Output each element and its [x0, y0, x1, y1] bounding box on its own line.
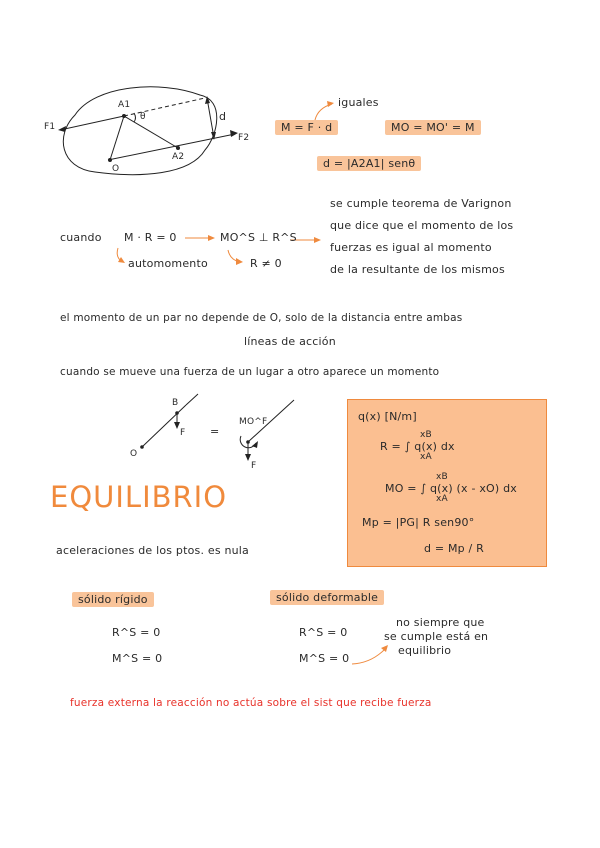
cuando-condition: M · R = 0: [124, 231, 177, 244]
rigido-label: sólido rígido: [72, 592, 154, 607]
f1-arrowhead: [58, 126, 66, 132]
label-o2: O: [130, 449, 138, 459]
deformable-note: equilibrio: [398, 644, 452, 657]
label-b: B: [172, 398, 179, 408]
varignon-line: fuerzas es igual al momento: [330, 241, 492, 254]
cuando-word: cuando: [60, 231, 102, 244]
deformable-note: no siempre que: [396, 616, 485, 629]
box-d: d = Mp / R: [424, 542, 485, 555]
automomento-label: automomento: [128, 257, 208, 270]
box-mp: Mp = |PG| R sen90°: [362, 516, 475, 529]
box-r-lower-limit: xA: [420, 452, 432, 462]
par-text: el momento de un par no depende de O, solo de la distancia entre ambas: [60, 312, 463, 324]
box-mo-upper-limit: xB: [436, 472, 448, 482]
triangle-side: [110, 116, 124, 160]
box-mo: MO = ∫ q(x) (x - xO) dx: [385, 482, 517, 495]
deformable-label: sólido deformable: [270, 590, 384, 605]
rigid-body-outline: [63, 87, 216, 175]
varignon-line: se cumple teorema de Varignon: [330, 197, 512, 210]
box-r: R = ∫ q(x) dx: [380, 440, 455, 453]
deformable-r: R^S = 0: [299, 626, 348, 639]
deform-arrow: [352, 648, 386, 664]
par-text: líneas de acción: [244, 335, 336, 348]
label-mof: MO^F: [239, 417, 268, 427]
deformable-note: se cumple está en: [384, 630, 489, 643]
label-a2: A2: [172, 152, 185, 162]
label-f2: F2: [238, 133, 250, 143]
point-a2: [176, 146, 180, 150]
point-o: [108, 158, 112, 162]
label-d: d: [219, 110, 227, 123]
f1-line: [60, 116, 124, 130]
theta-arc: [134, 113, 136, 122]
label-o: O: [112, 164, 120, 174]
triangle-side: [124, 116, 178, 148]
cuando-perpendicular: MO^S ⊥ R^S: [220, 231, 297, 244]
equals-sign: =: [210, 425, 220, 438]
box-mo-lower-limit: xA: [436, 494, 448, 504]
iguales-arrow: [315, 104, 332, 120]
force-line-left: [142, 405, 186, 447]
force-line-left-ext: [186, 394, 198, 405]
eq-moments-equal: MO = MO' = M: [385, 120, 481, 135]
label-f-bottom: F: [251, 461, 257, 471]
point-a1: [122, 114, 126, 118]
box-r-upper-limit: xB: [420, 430, 432, 440]
rigido-m: M^S = 0: [112, 652, 163, 665]
iguales-note: iguales: [338, 96, 379, 109]
varignon-line: que dice que el momento de los: [330, 219, 514, 232]
section-title: EQUILIBRIO: [50, 480, 228, 514]
varignon-line: de la resultante de los mismos: [330, 263, 505, 276]
f2-arrowhead: [230, 130, 238, 137]
label-a1: A1: [118, 100, 131, 110]
dashed-line: [124, 98, 205, 116]
r-not-zero: R ≠ 0: [250, 257, 282, 270]
eq-distance: d = |A2A1| senθ: [317, 156, 421, 171]
label-f: F: [180, 428, 186, 438]
footer-note: fuerza externa la reacción no actúa sobre el sist que recibe fuerza: [70, 697, 432, 709]
deformable-m: M^S = 0: [299, 652, 350, 665]
acc-text: aceleraciones de los ptos. es nula: [56, 544, 249, 557]
box-q: q(x) [N/m]: [358, 410, 417, 423]
eq-moment: M = F · d: [275, 120, 338, 135]
label-theta: θ: [140, 112, 146, 122]
label-f1: F1: [44, 122, 56, 132]
rigido-r: R^S = 0: [112, 626, 161, 639]
mueve-text: cuando se mueve una fuerza de un lugar a otro aparece un momento: [60, 366, 440, 378]
